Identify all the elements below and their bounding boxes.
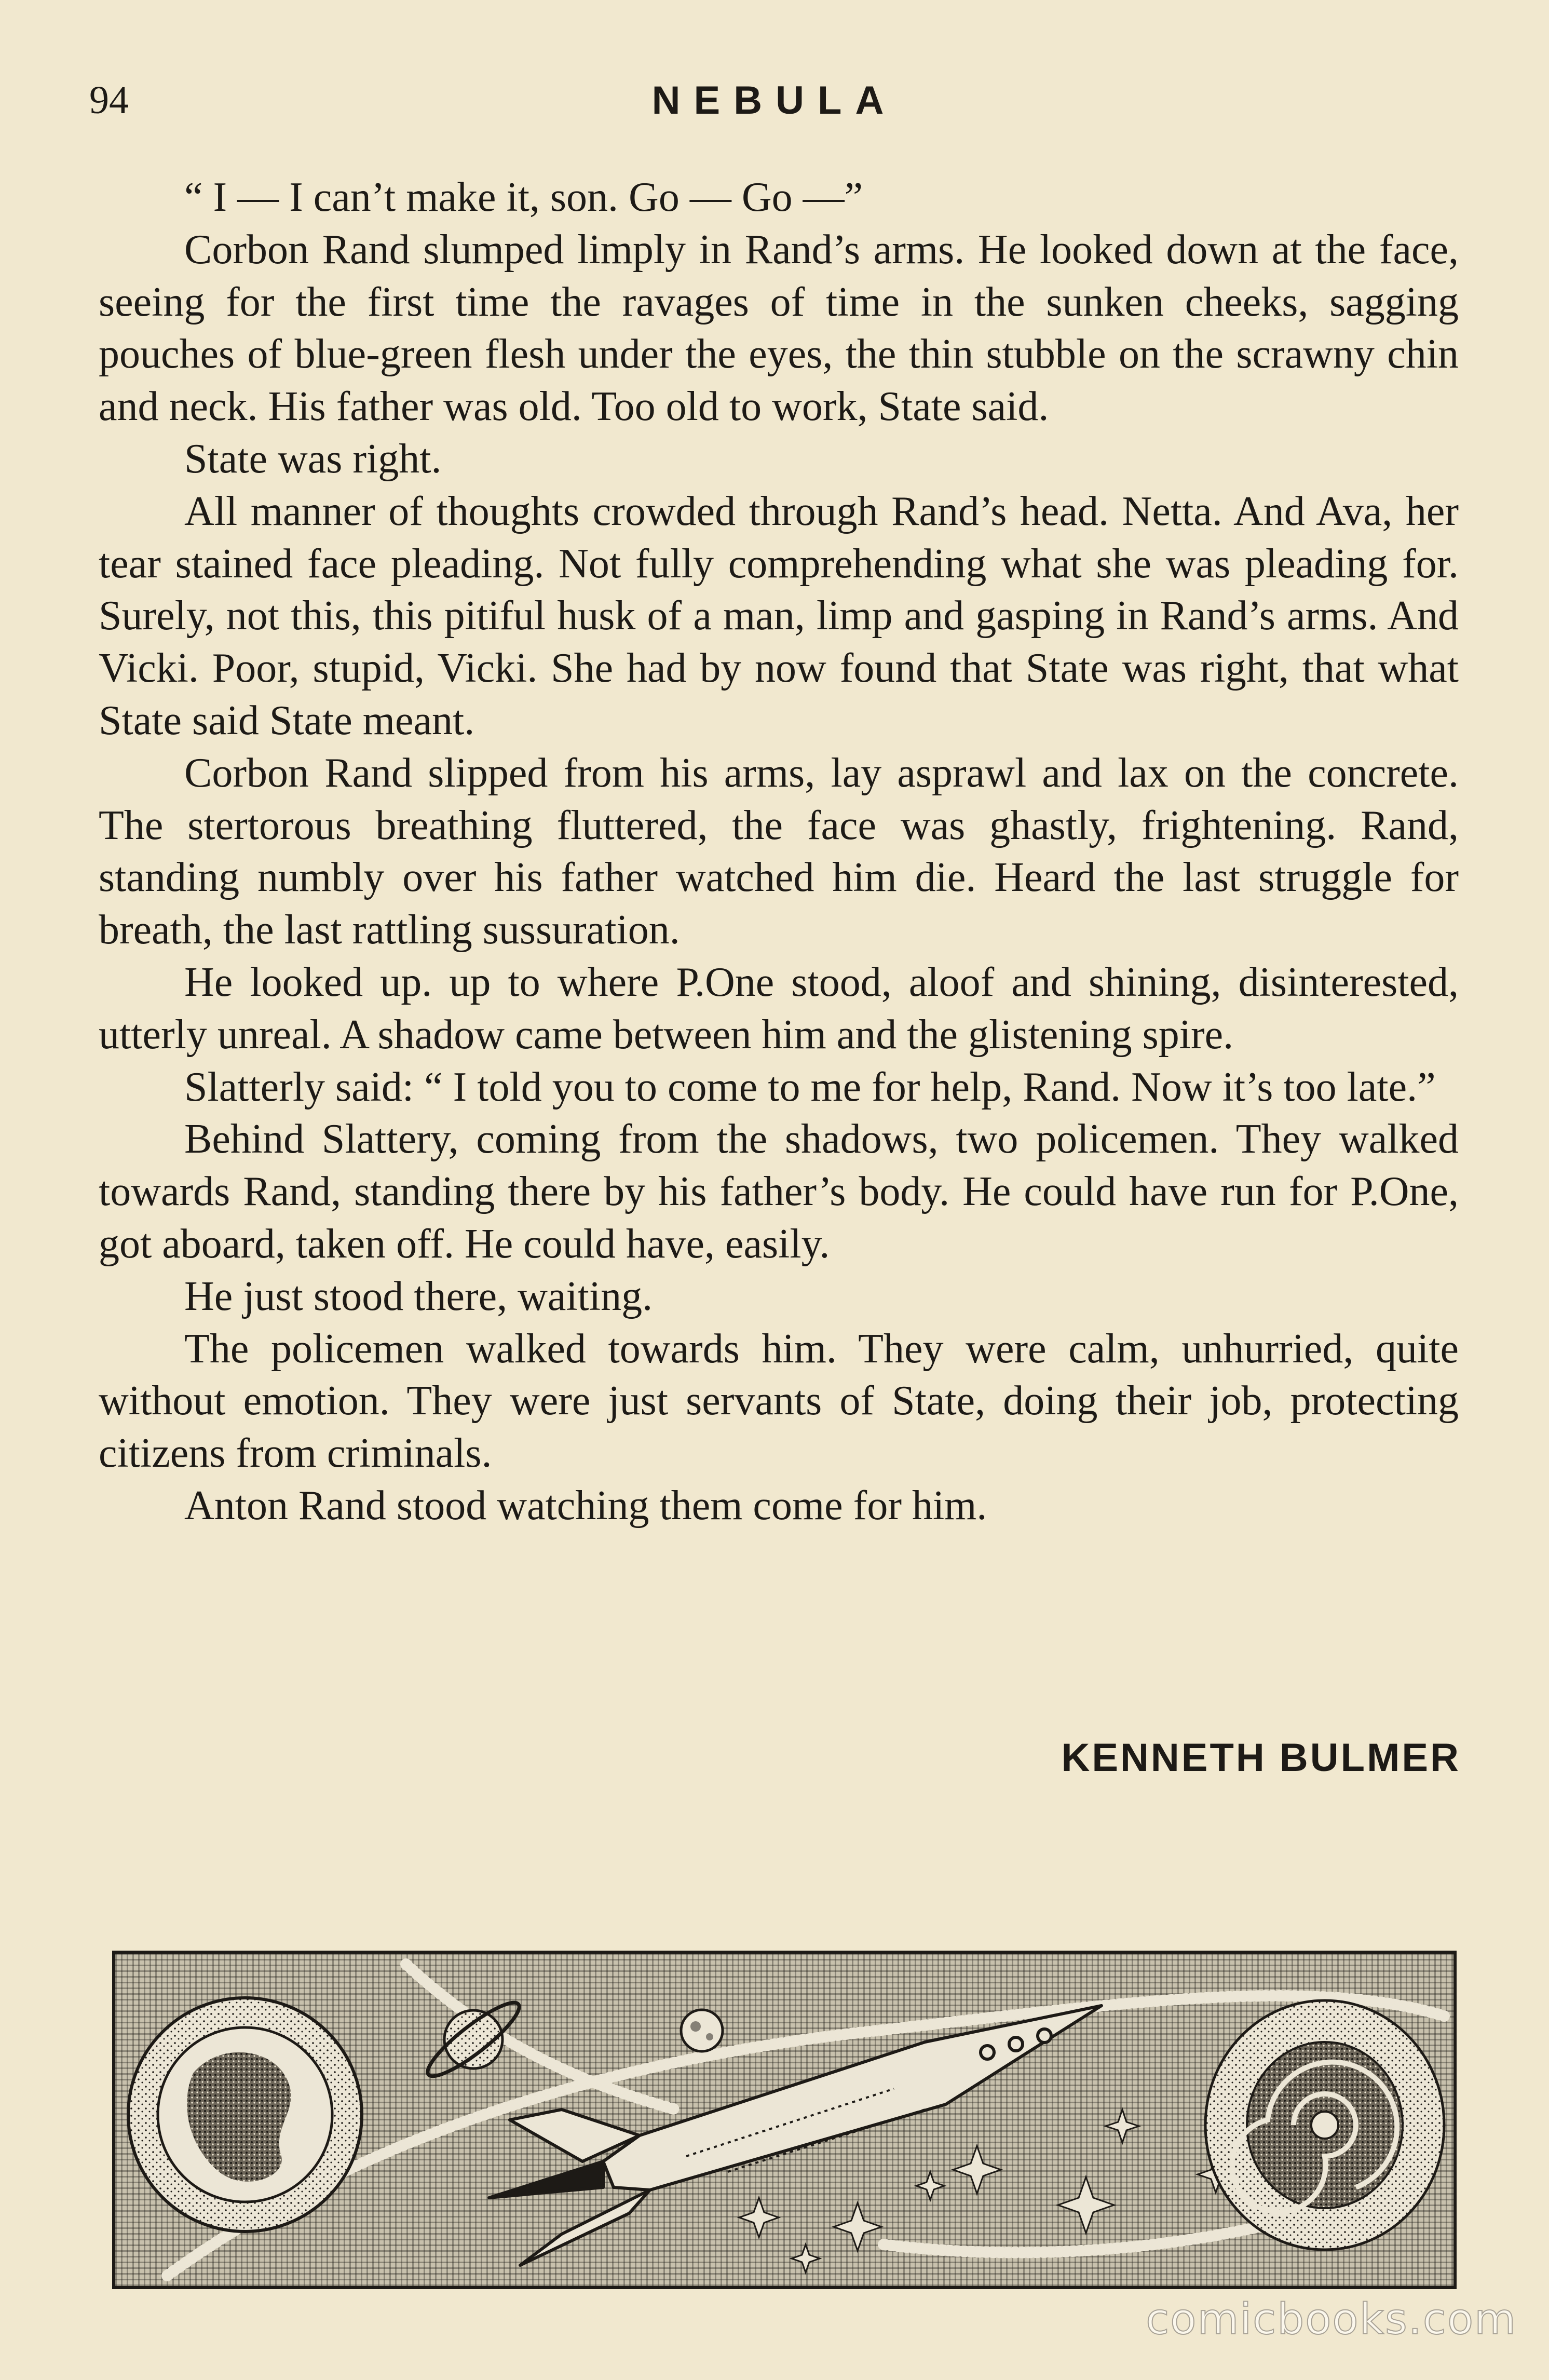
space-illustration — [112, 1951, 1457, 2289]
paragraph: “ I — I can’t make it, son. Go — Go —” — [184, 174, 863, 220]
story-text — [99, 171, 1459, 1532]
page-number: 94 — [89, 78, 129, 122]
paragraph: Slatterly said: “ I told you to come to me for help, Rand. Now it’s too late.” — [184, 1064, 1436, 1110]
running-title: NEBULA — [651, 78, 898, 123]
earth-globe — [128, 1998, 362, 2232]
paragraph: Corbon Rand slumped limply in Rand’s arms. He looked down at the face, seeing for the first time the ravages of time in the sunken cheeks, sagging pouches of blue-green flesh under the eyes, the thin stubble on the scrawny chin and neck. His father was old. Too old to work, State said. — [99, 226, 1459, 430]
paragraph: He looked up. up to where P.One stood, aloof and shining, disinterested, utterly unreal. A shadow came between him and the glistening spire. — [99, 959, 1459, 1058]
paragraph: Anton Rand stood watching them come for him. — [184, 1482, 987, 1529]
paragraph: Behind Slattery, coming from the shadows, two policemen. They walked towards Rand, standing there by his father’s body. He could have run for P.One, got aboard, taken off. He could have, easily. — [99, 1116, 1459, 1267]
paragraph: The policemen walked towards him. They were calm, unhurried, quite without emotion. They were just servants of State, doing their job, protecting citizens from criminals. — [99, 1326, 1459, 1477]
paragraph: Corbon Rand slipped from his arms, lay asprawl and lax on the concrete. The stertorous breathing fluttered, the face was ghastly, frightening. Rand, standing numbly over his father watched him die. Heard the last struggle for breath, the last rattling sussuration. — [99, 750, 1459, 953]
author-byline: KENNETH BULMER — [1061, 1736, 1461, 1780]
spiral-galaxy — [1205, 2000, 1444, 2250]
moon — [681, 2010, 723, 2051]
paragraph: He just stood there, waiting. — [184, 1273, 653, 1319]
paragraph: All manner of thoughts crowded through Rand’s head. Netta. And Ava, her tear stained face pleading. Not fully comprehending what she was pleading for. Surely, not this, this pitiful husk of a man, limp and gasping in Rand’s arms. And Vicki. Poor, stupid, Vicki. She had by now found that State was right, that what State said State meant. — [99, 488, 1459, 743]
watermark: comicbooks.com — [1146, 2295, 1517, 2344]
paragraph: State was right. — [184, 436, 442, 482]
